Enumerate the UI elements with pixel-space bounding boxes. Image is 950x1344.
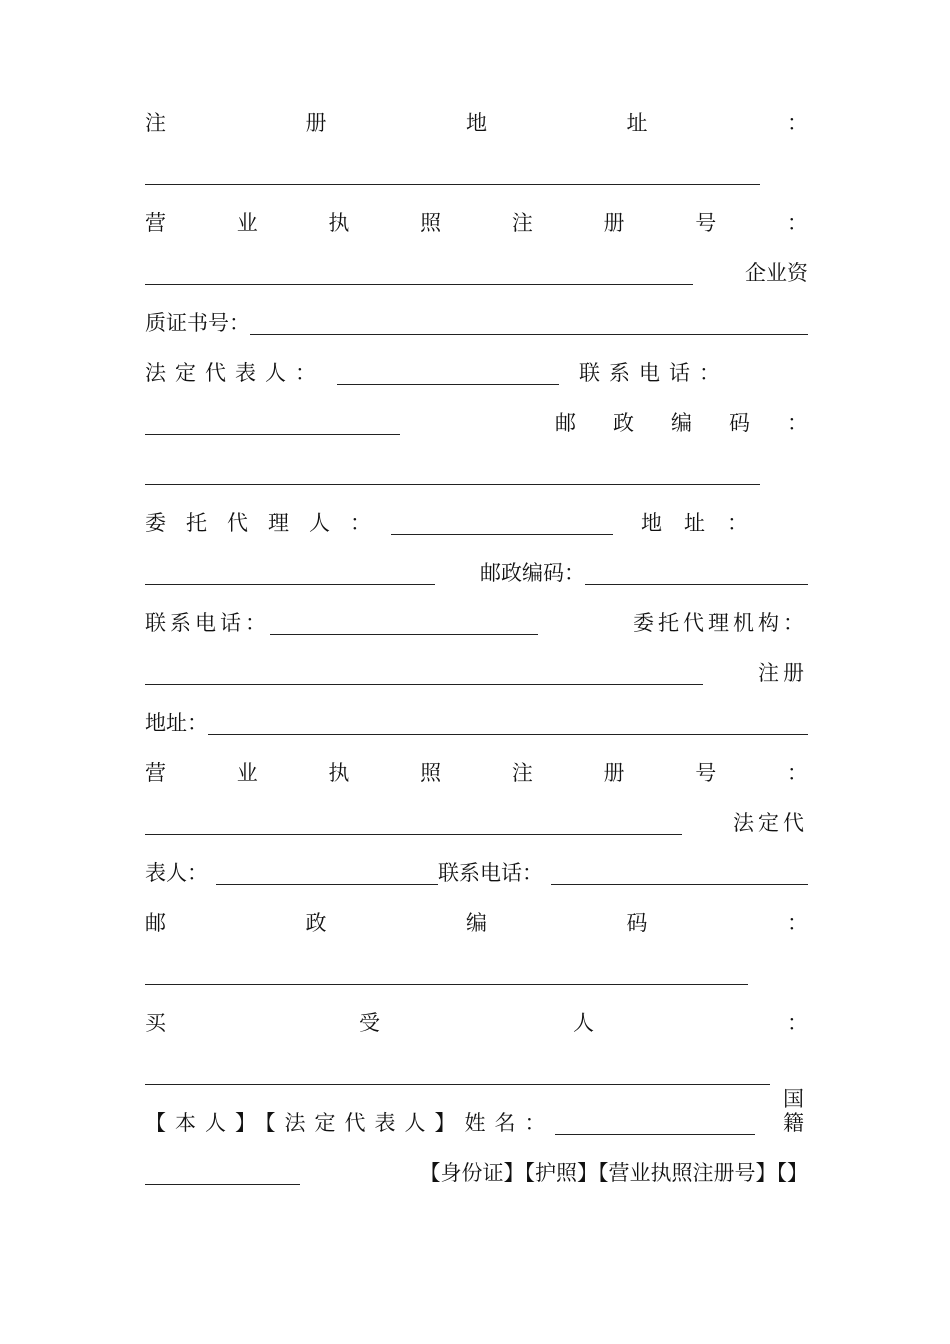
registered-address-line	[145, 155, 808, 185]
postcode-label	[555, 411, 808, 435]
agency-line	[145, 655, 808, 685]
char: 政	[305, 911, 327, 935]
buyer-label	[145, 1005, 808, 1035]
agent-field[interactable]	[391, 516, 613, 535]
char: 号	[695, 761, 717, 785]
phone-postcode-line	[145, 405, 808, 435]
nationality-field[interactable]	[145, 1166, 300, 1185]
agency-postcode-field[interactable]	[145, 966, 748, 985]
agency-license-field[interactable]	[145, 816, 682, 835]
char: 照	[420, 761, 442, 785]
char: ：	[786, 761, 808, 785]
nationality-label: 国籍	[783, 1087, 808, 1135]
agent-line	[145, 505, 808, 535]
char: 照	[420, 211, 442, 235]
agency-reg-label-part1: 注册	[758, 661, 808, 685]
agency-phone-label: 联系电话：	[438, 861, 543, 885]
buyer-line	[145, 1055, 808, 1085]
char: 号	[695, 211, 717, 235]
char: 地	[466, 111, 487, 135]
char: 编	[671, 411, 692, 435]
enterprise-cert-label-part1: 企业资	[745, 261, 808, 285]
buyer-name-line	[145, 1087, 808, 1135]
char: 码	[626, 911, 648, 935]
char: 注	[511, 211, 533, 235]
char: 册	[603, 761, 625, 785]
contact-phone-field[interactable]	[145, 416, 400, 435]
char: ：	[787, 411, 808, 435]
char: 业	[236, 211, 258, 235]
char: 册	[305, 111, 327, 135]
agent-postcode-label: 邮政编码：	[480, 561, 585, 585]
enterprise-cert-line	[145, 305, 808, 335]
contact-phone-label: 联系电话：	[579, 361, 729, 385]
agent-phone-label: 联系电话：	[145, 611, 270, 635]
buyer-field[interactable]	[145, 1066, 770, 1085]
char: 执	[328, 211, 350, 235]
agent-address-field[interactable]	[145, 566, 435, 585]
agency-legal-field[interactable]	[216, 866, 438, 885]
char: 邮	[555, 411, 576, 435]
char: 政	[613, 411, 634, 435]
char: 营	[145, 761, 166, 785]
char: 编	[466, 911, 487, 935]
agency-address-line	[145, 705, 808, 735]
char: 营	[145, 211, 166, 235]
legal-rep-field[interactable]	[337, 366, 559, 385]
registered-address-field[interactable]	[145, 166, 760, 185]
agency-label: 委托代理机构：	[633, 611, 808, 635]
char: 业	[236, 761, 258, 785]
char: ：	[787, 1011, 808, 1035]
legal-rep-label: 法定代表人：	[145, 361, 325, 385]
address-label: 地址：	[641, 511, 770, 535]
char: ：	[787, 111, 808, 135]
id-type-options: 【身份证】【护照】【营业执照注册号】【】	[419, 1161, 808, 1185]
enterprise-cert-label-part2: 质证书号：	[145, 311, 250, 335]
agency-reg-label-part2: 地址：	[145, 711, 208, 735]
buyer-name-field[interactable]	[555, 1116, 755, 1135]
agent-postcode-field[interactable]	[585, 566, 808, 585]
agency-legal-label-part1: 法定代	[733, 811, 808, 835]
agency-field[interactable]	[145, 666, 703, 685]
agent-label: 委托代理人：	[145, 511, 391, 535]
char: 注	[145, 111, 166, 135]
char: ：	[787, 911, 808, 935]
char: 执	[328, 761, 350, 785]
agency-legal-label-part2: 表人：	[145, 861, 208, 885]
char: 人	[573, 1011, 594, 1035]
postcode-line	[145, 455, 808, 485]
agency-phone-field[interactable]	[551, 866, 808, 885]
legal-rep-line	[145, 355, 808, 385]
char: 注	[511, 761, 533, 785]
char: 码	[729, 411, 750, 435]
agency-legal-line	[145, 855, 808, 885]
char: 册	[603, 211, 625, 235]
agent-address-line	[145, 555, 808, 585]
char: 址	[626, 111, 648, 135]
char: 受	[359, 1011, 380, 1035]
agency-address-field[interactable]	[208, 716, 808, 735]
postcode-field[interactable]	[145, 466, 760, 485]
enterprise-cert-field[interactable]	[250, 316, 808, 335]
buyer-name-label: 【本人】【法定代表人】姓名：	[145, 1111, 555, 1135]
registered-address-label	[145, 105, 808, 135]
char: 邮	[145, 911, 166, 935]
buyer-id-line	[145, 1155, 808, 1185]
business-license-line	[145, 255, 808, 285]
char: 买	[145, 1011, 166, 1035]
agent-phone-line	[145, 605, 808, 635]
agency-postcode-line	[145, 955, 808, 985]
business-license-field[interactable]	[145, 266, 693, 285]
agent-phone-field[interactable]	[270, 616, 538, 635]
char: ：	[786, 211, 808, 235]
agency-postcode-label	[145, 905, 808, 935]
agency-license-label	[145, 755, 808, 785]
business-license-label	[145, 205, 808, 235]
agency-license-line	[145, 805, 808, 835]
